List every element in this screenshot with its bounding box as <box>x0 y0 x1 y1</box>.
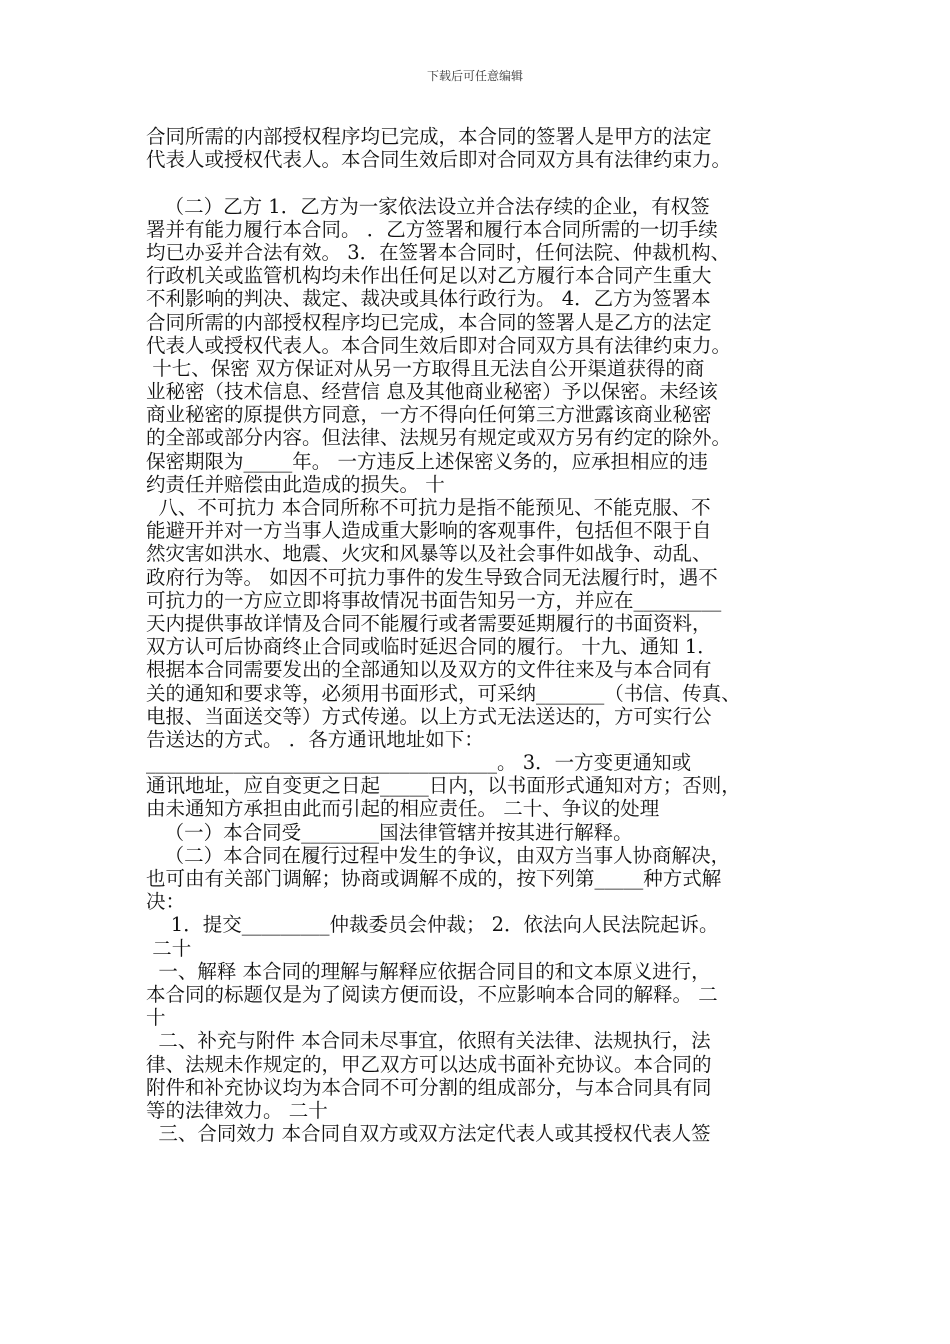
text-line: 的全部或部分内容。但法律、法规另有规定或双方另有约定的除外。 <box>146 426 732 450</box>
text-line: （二）乙方 1．乙方为一家依法设立并合法存续的企业，有权签 <box>146 194 710 218</box>
text-line: 合同所需的内部授权程序均已完成，本合同的签署人是甲方的法定 <box>146 125 712 148</box>
text-line: 代表人或授权代表人。本合同生效后即对合同双方具有法律约束力。 <box>146 148 732 172</box>
text-line: 业秘密（技术信息、经营信 息及其他商业秘密）予以保密。未经该 <box>146 380 718 404</box>
text-line: 十七、保密 双方保证对从另一方取得且无法自公开渠道获得的商 <box>146 356 705 380</box>
text-line: 1．提交_________仲裁委员会仲裁； 2．依法向人民法院起诉。 <box>146 913 719 937</box>
text-line: 律、法规未作规定的，甲乙双方可以达成书面补充协议。本合同的 <box>146 1052 712 1076</box>
text-line: 一、解释 本合同的理解与解释应依据合同目的和文本原义进行， <box>146 959 711 983</box>
text-line: 决： <box>146 890 186 914</box>
text-line: （二）本合同在履行过程中发生的争议，由双方当事人协商解决， <box>146 843 731 867</box>
text-line: 天内提供事故详情及合同不能履行或者需要延期履行的书面资料， <box>146 611 712 635</box>
text-line: 二十 <box>146 936 192 960</box>
contract-body <box>146 125 826 1145</box>
text-line: 商业秘密的原提供方同意，一方不得向任何第三方泄露该商业秘密 <box>146 403 712 427</box>
text-line: （一）本合同受________国法律管辖并按其进行解释。 <box>146 820 633 844</box>
text-line: 均已办妥并合法有效。 3．在签署本合同时，任何法院、仲裁机构、 <box>146 240 731 264</box>
page-header: 下载后可任意编辑 <box>426 69 523 83</box>
text-line: 约责任并赔偿由此造成的损失。 十 <box>146 472 445 496</box>
text-line: 通讯地址，应自变更之日起_____日内，以书面形式通知对方；否则， <box>146 774 741 798</box>
text-line: 电报、当面送交等）方式传递。以上方式无法送达的，方可实行公 <box>146 704 712 728</box>
text-line: 十 <box>146 1006 166 1030</box>
text-line: 代表人或授权代表人。本合同生效后即对合同双方具有法律约束力。 <box>146 333 732 357</box>
text-line: 能避开并对一方当事人造成重大影响的客观事件，包括但不限于自 <box>146 519 712 543</box>
text-line: 等的法律效力。 二十 <box>146 1098 328 1122</box>
text-line: 不利影响的判决、裁定、裁决或具体行政行为。 4．乙方为签署本 <box>146 287 711 311</box>
text-line: ____________________________________。 3．一方变更通知或 <box>146 751 692 775</box>
text-line: 告送达的方式。 ．各方通讯地址如下： <box>146 727 484 751</box>
text-line: 由未通知方承担由此而引起的相应责任。 二十、争议的处理 <box>146 797 660 821</box>
text-line: 根据本合同需要发出的全部通知以及双方的文件往来及与本合同有 <box>146 658 712 682</box>
text-line: 政府行为等。 如因不可抗力事件的发生导致合同无法履行时，遇不 <box>146 565 718 589</box>
text-line: 关的通知和要求等，必须用书面形式，可采纳_______（书信、传真、 <box>146 681 741 705</box>
text-line: 本合同的标题仅是为了阅读方便而设，不应影响本合同的解释。 二 <box>146 982 718 1006</box>
text-line: 附件和补充协议均为本合同不可分割的组成部分，与本合同具有同 <box>146 1075 712 1099</box>
text-line: 可抗力的一方应立即将事故情况书面告知另一方，并应在_________ <box>146 588 722 612</box>
text-line: 行政机关或监管机构均未作出任何足以对乙方履行本合同产生重大 <box>146 264 712 288</box>
text-line: 合同所需的内部授权程序均已完成，本合同的签署人是乙方的法定 <box>146 310 712 334</box>
text-line: 二、补充与附件 本合同未尽事宜，依照有关法律、法规执行，法 <box>146 1029 711 1053</box>
blank-line <box>146 171 826 194</box>
text-line: 八、不可抗力 本合同所称不可抗力是指不能预见、不能克服、不 <box>146 496 711 519</box>
text-line: 然灾害如洪水、地震、火灾和风暴等以及社会事件如战争、动乱、 <box>146 542 712 566</box>
text-line: 双方认可后协商终止合同或临时延迟合同的履行。 十九、通知 1． <box>146 635 717 659</box>
text-line: 保密期限为_____年。 一方违反上述保密义务的，应承担相应的违 <box>146 449 708 473</box>
text-line: 署并有能力履行本合同。 ．乙方签署和履行本合同所需的一切手续 <box>146 217 718 241</box>
text-line: 也可由有关部门调解；协商或调解不成的，按下列第_____种方式解 <box>146 867 722 890</box>
text-line: 三、合同效力 本合同自双方或双方法定代表人或其授权代表人签 <box>146 1122 711 1146</box>
